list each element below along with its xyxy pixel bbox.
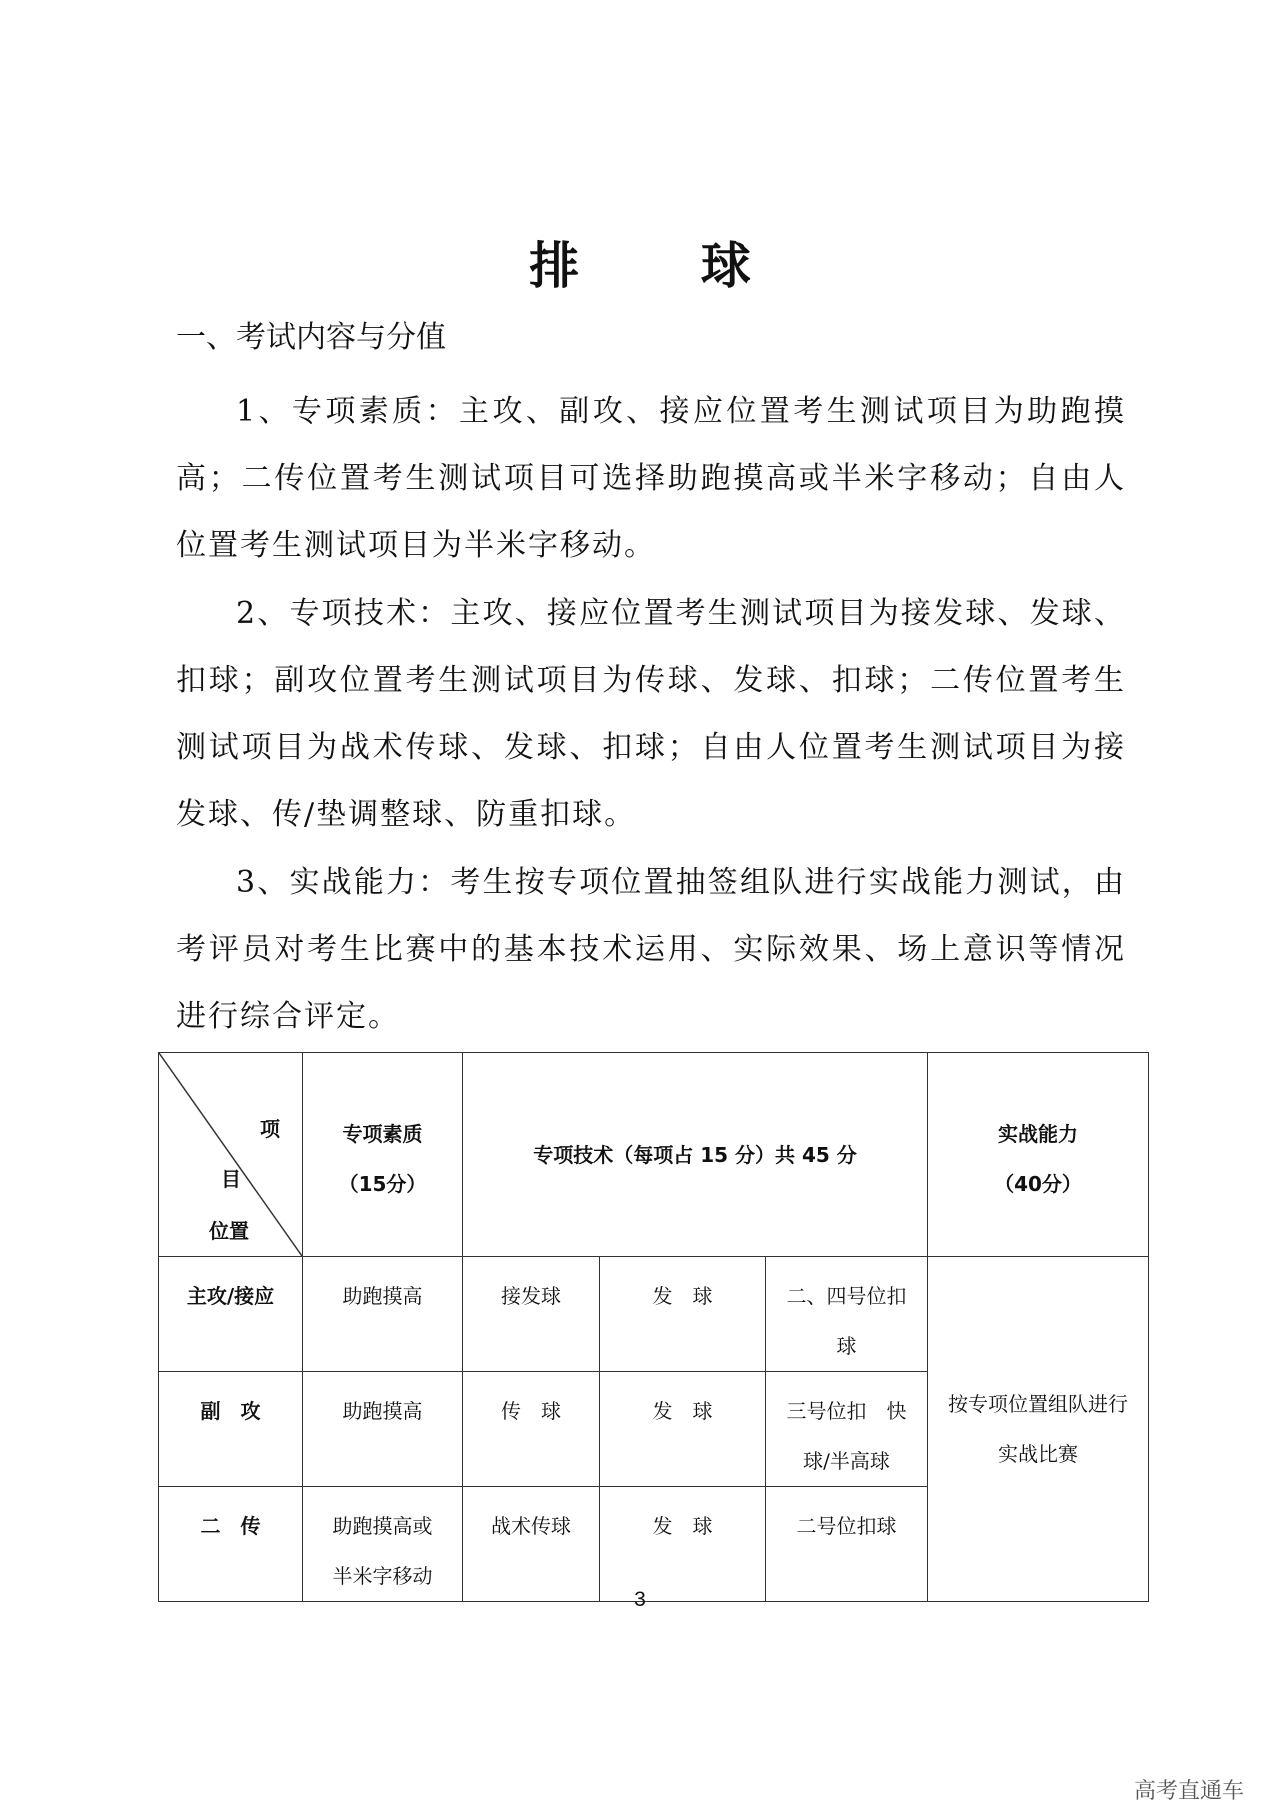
- technique-cell-3: [766, 1372, 928, 1487]
- technique-cell-2: 发 球: [600, 1372, 766, 1487]
- header-quality: [303, 1053, 463, 1257]
- header-combat-points: （40分）: [994, 1172, 1082, 1196]
- position-cell: 二 传: [159, 1487, 303, 1602]
- header-combat-label: 实战能力: [998, 1122, 1078, 1146]
- corner-label-item: 项: [260, 1117, 280, 1141]
- technique-3-line2: 球: [836, 1334, 857, 1358]
- corner-label-mu: 目: [221, 1167, 241, 1191]
- score-table: [158, 1052, 1149, 1602]
- table-header-row: [159, 1053, 1149, 1257]
- section-heading: 一、考试内容与分值: [176, 320, 446, 355]
- combat-cell: 按专项位置组队进行实战比赛: [928, 1257, 1149, 1602]
- technique-cell-3: [766, 1257, 928, 1372]
- technique-cell-1: 战术传球: [463, 1487, 600, 1602]
- technique-cell-1: 接发球: [463, 1257, 600, 1372]
- technique-cell-1: 传 球: [463, 1372, 600, 1487]
- quality-line2: 半米字移动: [332, 1564, 433, 1588]
- paragraph-quality: 1、专项素质：主攻、副攻、接应位置考生测试项目为助跑摸高；二传位置考生测试项目可选择助跑摸高或半米字移动；自由人位置考生测试项目为半米字移动。: [176, 394, 1126, 563]
- header-technique: 专项技术（每项占 15 分）共 45 分: [463, 1053, 928, 1257]
- corner-header-cell: [159, 1053, 303, 1257]
- position-cell: 主攻/接应: [159, 1257, 303, 1372]
- quality-cell: 助跑摸高: [303, 1257, 463, 1372]
- technique-cell-3: 二号位扣球: [766, 1487, 928, 1602]
- watermark: 高考直通车: [1133, 1779, 1244, 1804]
- page-title: 排 球: [529, 237, 803, 295]
- corner-label-position: 位置: [209, 1219, 249, 1243]
- technique-cell-2: 发 球: [600, 1257, 766, 1372]
- header-quality-label: 专项素质: [342, 1122, 423, 1146]
- paragraph-technique: 2、专项技术：主攻、接应位置考生测试项目为接发球、发球、扣球；副攻位置考生测试项目为传球、发球、扣球；二传位置考生测试项目为战术传球、发球、扣球；自由人位置考生测试项目为接发球、传/垫调整球、防重扣球。: [176, 596, 1126, 832]
- quality-line1: 助跑摸高或: [332, 1514, 433, 1538]
- quality-cell: 助跑摸高: [303, 1372, 463, 1487]
- page-number: 3: [634, 1588, 646, 1611]
- technique-3-line1: 二、四号位扣: [786, 1284, 907, 1308]
- technique-3-line2: 球/半高球: [803, 1449, 890, 1473]
- table-row: [159, 1257, 1149, 1372]
- technique-3-line1: 三号位扣 快: [786, 1399, 907, 1423]
- technique-cell-2: 发 球: [600, 1487, 766, 1602]
- paragraph-combat: 3、实战能力：考生按专项位置抽签组队进行实战能力测试，由考评员对考生比赛中的基本技术运用、实际效果、场上意识等情况进行综合评定。: [176, 865, 1126, 1034]
- position-cell: 副 攻: [159, 1372, 303, 1487]
- quality-cell: [303, 1487, 463, 1602]
- header-quality-points: （15分）: [338, 1172, 427, 1196]
- header-combat: [928, 1053, 1149, 1257]
